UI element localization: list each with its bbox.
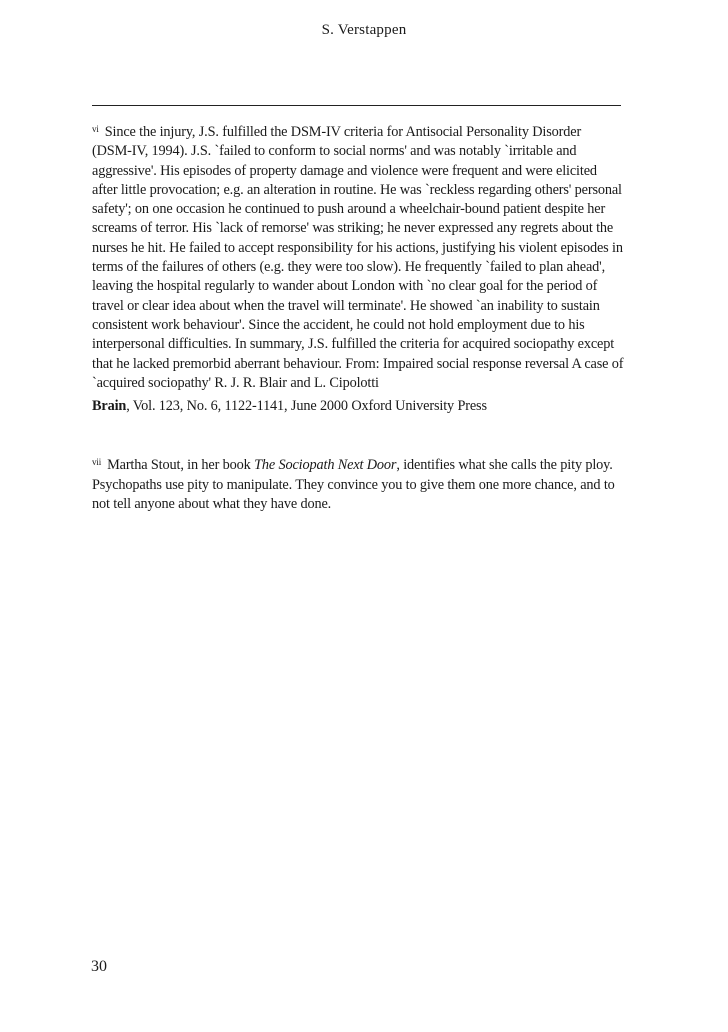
endnote-vi-citation: , Vol. 123, No. 6, 1122-1141, June 2000 Oxford University Press bbox=[126, 398, 487, 415]
endnote-vi-journal: Brain bbox=[92, 398, 127, 415]
running-header-author: S. Verstappen bbox=[321, 22, 407, 38]
endnotes-section bbox=[92, 123, 624, 514]
endnote-vii-body bbox=[92, 456, 624, 514]
endnote-vii bbox=[92, 456, 624, 514]
endnote-vii-text-before: Martha Stout, in her book bbox=[107, 457, 255, 474]
endnote-vii-marker: vii bbox=[92, 457, 102, 468]
page-number: 30 bbox=[91, 958, 107, 975]
endnote-vii-book-title: The Sociopath Next Door bbox=[254, 457, 397, 474]
endnote-vi bbox=[92, 123, 624, 416]
endnote-vii-text-after: , identifies what she calls the pity ploy. Psychopaths use pity to manipulate. They convince you to give them one more chance, and to not tell anyone about what they have done. bbox=[92, 457, 615, 513]
header-rule bbox=[92, 105, 621, 106]
endnote-vi-text: Since the injury, J.S. fulfilled the DSM-IV criteria for Antisocial Personality Disorder (DSM-IV, 1994). J.S. `failed to conform to social norms' and was notably `irritable and aggressive'. His episodes of property damage and violence were frequent and were elicited after little provocation; e.g. an alteration in routine. He was `reckless regarding others' personal safety'; on one occasion he continued to push around a wheelchair-bound patient despite her screams of terror. His `lack of remorse' was striking; he never expressed any regrets about the nurses he hit. He failed to accept responsibility for his actions, justifying his violent episodes in terms of the failures of others (e.g. they were too slow). He frequently `failed to plan ahead', leaving the hospital regularly to wander about London with `no clear goal for the period of travel or clear idea about when the travel will terminate'. He showed `an inability to sustain consistent work behaviour'. Since the accident, he could not hold employment due to his interpersonal difficulties. In summary, J.S. fulfilled the criteria for acquired sociopathy except that he lacked premorbid aberrant behaviour. From: Impaired social response reversal A case of `acquired sociopathy' R. J. R. Blair and L. Cipolotti bbox=[92, 124, 624, 391]
endnote-vi-body bbox=[92, 123, 624, 393]
endnote-vi-source bbox=[92, 397, 624, 416]
endnote-vi-marker: vi bbox=[92, 124, 99, 134]
